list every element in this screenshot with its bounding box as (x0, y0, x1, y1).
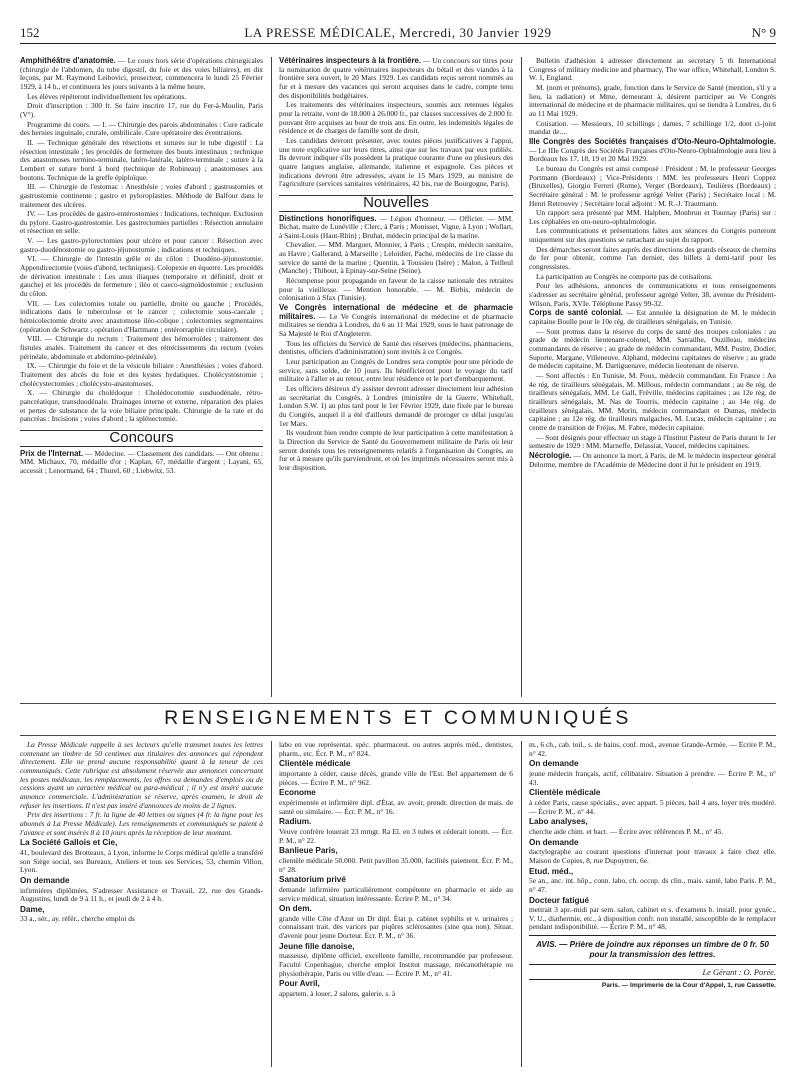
column-rule (521, 57, 522, 697)
ad-heading: Banlieue Paris, (279, 846, 338, 856)
ad-text: importante à céder, cause décès, grande ville de l'Est. Bel appartement de 6 pièces. — Écrire P. M., n° 962. (279, 768, 513, 787)
text: — Médecine. — Classement des candidats. — Ont obtenu : MM. Michaux, 70, médaille d'or ; Kaplan, 67, médaille d'argent ; Layani, 65, accessit ; Lenormand, 64 ; Thurel, 60 ; Liebwitz, 53. (20, 448, 263, 475)
ad-item (279, 943, 513, 979)
ad-item (20, 906, 263, 924)
paragraph: Bulletin d'adhésion à adresser directement au secretary 5 th International Congress of military medicine and pharmacy, The war office, Whitehall, London S. W. 1, England. (529, 57, 776, 83)
page-number: 152 (20, 25, 40, 40)
column-rule (521, 741, 522, 1067)
ad-heading: Etud. méd., (529, 866, 574, 876)
journal-title: LA PRESSE MÉDICALE, Mercredi, 30 Janvier 1929 (244, 25, 552, 40)
ads-column-3 (529, 741, 776, 1067)
ad-heading: Pour Avril, (279, 979, 320, 989)
paragraph: Les communications et présentations faites aux séances du Congrès porteront uniquement sur des questions se rattachant au sujet du rapport. (529, 226, 776, 245)
ad-heading: On demande (20, 875, 70, 885)
ad-heading: La Société Gallois et Cie, (20, 838, 118, 848)
ad-item (529, 839, 776, 866)
paragraph: Cotisation. — Messieurs, 10 schillings ; dames, 7 schillinge 1/2, dont ci-joint mandat de.... (529, 118, 776, 137)
ads-prices: Prix des insertions : 7 fr. la ligne de 40 lettres ou signes (4 fr. la ligne pour les abonnés à La Presse Médicale). Les renseignements et communiqués se paient à l'avance et sont insérés 8 à 10 jours après la réception de leur montant. (20, 810, 263, 837)
text: — Un concours sur titres pour la nomination de quatre vétérinaires inspecteurs du bétail et des viandes à la frontière sera ouvert, le 20 Mars 1929. Les candidats reçus seront nommés au fur et à mesure des vacances qui seront acquises dans le cadre, compte tenu des disponibilités budgétaires. (279, 57, 513, 100)
column-3 (529, 57, 776, 697)
ad-heading: On demande (529, 837, 579, 847)
banner-renseignements: RENSEIGNEMENTS ET COMMUNIQUÉS (164, 707, 632, 729)
paragraph: Droit d'inscription : 300 fr. Se faire inscrire 17, rue du Fer-à-Moulin, Paris (V°). (20, 101, 263, 119)
heading-oto-neuro: IIIe Congrès des Sociétés françaises d'Oto-Neuro-Ophtalmologie. (529, 136, 776, 146)
ad-heading: On demande (529, 759, 579, 769)
paragraph: Pour les adhésions, annonces de communications et tous renseignements s'adresser au secrétaire général, professeur agrégé Velter, 38, avenue du Président-Wilson, Paris, XVIe. Téléphone Passy 99-32. (529, 281, 776, 308)
column-rule (271, 57, 272, 697)
paragraph: III. — Chirurgie de l'estomac : Anesthésie ; voies d'abord ; gastrostomies et gastrostomie continente ; gastro et pyloroplasties. Méthode de Balfour dans le traitement des ulcères. (20, 182, 263, 209)
page-header (20, 22, 776, 44)
issue-number: N° 9 (751, 25, 776, 40)
paragraph: Programme du cours. — I. — Chirurgie des parois abdominales : Cure radicale des hernies inguinale, crurale, ombilicale. Cure opératoire des éventrations. (20, 119, 263, 138)
ads-column-1 (20, 741, 263, 1067)
paragraph: V. — Les gastro-pylorectomies pour ulcère et pour cancer : Résection avec gastro-duodénostomie ou gastro-jéjunostomie ; indications et techniques. (20, 236, 263, 254)
ad-text: cherche aide chim. et bact. — Écrire avec références P. M., n° 45. (529, 826, 724, 836)
column-1 (20, 57, 263, 697)
paragraph: Les élèves répéteront individuellement les opérations. (27, 91, 187, 101)
text: — Légion d'honneur. — Officier. — MM. Bichat, maire de Lunéville ; Clerc, à Paris ; Monisset, Vigne, à Lyon ; Wollart, à Saint-Louis (Haut-Rhin) ; Bruhat, médecin principal de la marine. (279, 213, 513, 240)
article-distinctions (279, 215, 513, 241)
paragraph: X. — Chirurgie du cholédoque : Cholédocotomie susduodénale, rétro-pancréatique, transduodénale. Drainages interne et externe, réparation des plaies et pertes de substance de la voie biliaire principale. Chirurgie de la rate et du pancréas : Incisions ; voies d'abord ; la splénectomie. (20, 388, 263, 424)
paragraph: VII. — Les colectomies totale ou partielle, droite ou gauche ; Procédés, indications dans le tuberculose et le cancer ; colectomie sous-caecale ; hémicolectomie droite avec anastomose iléo-colique ; colectomies segmentaires (opération de Schwartz ; opération d'Hartmann ; entérorraphie circulaire). (20, 298, 263, 334)
text: — Le cours hors série d'opérations chirurgicales (chirurgie de l'abdomen, du tube digestif, du foie et des voies biliaires), en dix leçons, par M. Raymond Leibovici, prosecteur, commencera le lundi 25 Février 1929, à 14 h., et continuera les jours suivants à la même heure. (20, 57, 263, 91)
ad-text: jeune médecin français, actif, célibataire. Situation à prendre. — Écrire P. M., n° 43. (529, 768, 776, 787)
ad-item (20, 839, 263, 875)
paragraph: — Sont affectés : En Tunisie, M. Poux, médecin commandant. En France : Au 4e rég. de tirailleurs sénégalais, M. Millous, médecin commandant ; au 8e rég. de tirailleurs sénégalais, MM. Le Gall, Fréville, médecins capitaines ; au 12e rég. de tirailleurs sénégalais, M. Nas de Tourris, médecin capitaine ; au 14e rég. de tirailleurs sénégalais, MM. Morin, médecin commandant et Dumas, médecin capitaine ; au 12e rég. de tirailleurs malgaches, M. Lucas, médecin capitaine ; au centre de transition de Fréjus, M. Fabre, médecin capitaine. (529, 370, 776, 432)
heading-anatomie: Amphithéâtre d'anatomie. (20, 57, 116, 65)
gerant-signature: Le Gérant : O. Porée. (702, 968, 776, 978)
ad-text: 33 a., sér., ay. référ., cherche emploi ds (20, 914, 135, 924)
ad-heading: Econome (279, 788, 316, 798)
section-divider (20, 703, 776, 704)
paragraph: Récompense pour propagande en faveur de la caisse nationale des retraites pour la vieillesse. — Mention honorable. — M. Birbis, médecin de colonisation à Sfax (Tunisie). (279, 276, 513, 303)
ad-text: expérimentée et infirmière dipl. d'État, av. avoir, prendr. direction de mais. de santé ou similaire. — Écr. P. M., n° 16. (279, 797, 513, 816)
ad-heading: Sanatorium privé (279, 875, 346, 885)
paragraph: Le bureau du Congrès est ainsi composé : Président : M. le professeur Georges Portmann (Bordeaux) ; Vice-Présidents : MM. les professeurs Henri Coppez (Bruxelles), Giorgio Ferreri (Rome), Verger (Bordeaux), Teulières (Bordeaux) ; Secrétaire général : M. le professeur agrégé Velter (Paris) ; Secrétaire local : M. Henri Retrouvey ; Secrétaire local adjoint : M. R.-J. Trautmann. (529, 163, 776, 208)
paragraph: Chevalier. — MM. Marguet, Monnier, à Paris ; Crespin, médecin sanitaire, au Havre ; Gallerand, à Marseille ; Leloidier, Pache, médecins de 1re classe du service de santé de la marine ; Quentin, à Toussieu (Isère) ; Malon, à Teilleul (Manche) ; Thibout, à Epinay-sur-Seine (Seine). (279, 240, 513, 276)
ad-heading: Dame, (20, 904, 45, 914)
heading-distinctions: Distinctions honorifiques. (279, 213, 377, 223)
ad-item (279, 760, 513, 787)
ad-item (279, 847, 513, 874)
heading-corps-sante: Corps de santé colonial. (529, 308, 623, 318)
ad-text: 5e an., anc. int. hôp., conn. labo, ch. occup. ds clin., mais. santé, labo Paris. P. M., n° 47. (529, 876, 776, 894)
article-oto-neuro (529, 138, 776, 164)
ad-text: demande infirmière particulièrement compétente en pharmacie et aide au service médical, situation intéressante. Écrire P. M., n° 34. (279, 884, 513, 903)
ad-item (529, 789, 776, 816)
ad-item (529, 868, 776, 895)
text: — Le IIIe Congrès des Sociétés Françaises d'Oto-Neuro-Ophtalmologie aura lieu à Bordeaux les 17, 18, 19 et 20 Mai 1929. (529, 145, 776, 164)
article-necrologie (529, 452, 776, 469)
text: — Est annulée la désignation de M. le médecin capitaine Boulle pour le 10e rég. de tirailleurs sénégalais, en Tunisie. (529, 308, 776, 327)
paragraph: IX. — Chirurgie du foie et de la vésicule biliaire : Anesthésies ; voies d'abord. Traitement des abcès du foie et des kystes hydatiques. Cholécystostomie ; cholécystectomies ; cholécysto-anastomoses. (20, 361, 263, 388)
ad-heading: Clientèle médicale (529, 788, 601, 798)
article-congres-militaire (279, 304, 513, 339)
column-rule (271, 741, 272, 1067)
ad-heading: Jeune fille danoise, (279, 941, 355, 951)
ad-text: labo en vue représentat. spéc. pharmaceut. ou autres auprès méd., dentistes, pharm., etc. Écr. P. M., n° 824. (279, 741, 513, 758)
heading-veterinaires: Vétérinaires inspecteurs à la frontière. (279, 57, 421, 65)
ad-text: masseuse, diplôme officiel, excellente famille, recommandée par professeur. Faculté Copenhague, cherche emploi Institut massage, mécanothérapie ou physiothérapie, Paris ou ville d'eau. — Écrire P. M., n° 41. (279, 951, 513, 978)
ad-text: mettrait 3 apr.-midi par sem. salon, cabinet et s. d'examens b. install. pour gynéc., V. U., diathermie, etc., à disposition confr. non installé, susceptible de le remplacer pendant indisponibilité. — Écrire P. M., n° 48. (529, 905, 776, 932)
column-2 (279, 57, 513, 697)
article-veterinaires (279, 57, 513, 100)
article-corps-sante (529, 309, 776, 326)
ad-heading: On dem. (279, 904, 312, 914)
text: — Le Ve Congrès international de médecine et de pharmacie militaires se tiendra à Londres, du 6 au 11 Mai 1929, sous le haut patronage de Sa Majesté le Roi d'Angleterre. (279, 311, 513, 339)
paragraph: La participation au Congrès ne comporte pas de cotisations. (536, 271, 713, 281)
section-heading-concours: Concours (20, 430, 263, 447)
ad-text: appartem. à louer, 2 salons, galerie, s. à (279, 989, 396, 999)
paragraph: Un rapport sera présenté par MM. Halphen, Monbrun et Tournay (Paris) sur : Les céphalées en oto-neuro-ophtalmologie. (529, 208, 776, 226)
paragraph: VI. — Chirurgie de l'intestin grêle et du côlon : Duodéno-jéjunostomie. Appendicectomie (voies d'abord, techniques). Colopexie en équerre. Les procédés de dérivation intestinale : Les anus iliaques (temporaire et définitif, droit et gauche) et les procédés de fermeture ; iléo et caeco-sigmoïdostomie ; exclusion du côlon. (20, 254, 263, 299)
ad-text: dactylographe au courant questions d'internat pour travaux à faire chez elle. Maison de Copies, 8, rue Dupuytren, 6e. (529, 847, 776, 865)
ad-item (279, 905, 513, 941)
text: — On annonce la mort, à Paris, de M. le médecin inspecteur général Delorme, membre de l'Académie de Médecine dont il fut le président en 1919. (529, 450, 776, 469)
section-divider (20, 735, 776, 736)
heading-congres-militaire: Ve Congrès international de médecine et de pharmacie militaires. (279, 303, 513, 321)
ad-text: à céder Paris, cause spécialis., avec appart. 5 pièces, bail 4 ans, loyer très modéré. — Écrire P. M., n° 44. (529, 797, 776, 816)
paragraph: IV. — Les procédés de gastro-entérostomies : Indications, technique. Exclusion du pylore. Gastro-gastrostomie. Les gastrectomies partielles : Résection annulaire et résection en selle. (20, 209, 263, 236)
ad-heading: Docteur fatigué (529, 895, 590, 905)
ad-item (279, 789, 513, 816)
ad-item (529, 818, 776, 836)
ad-text: infirmières diplômées. S'adresser Assistance et Travail, 22, rue des Grands-Augustins, lundi de 9 à 11 h., et jeudi de 2 à 4 h. (20, 885, 263, 904)
paragraph: II. — Technique générale des résections et sutures sur le tube digestif : La résection intestinale ; les procédés de fermeture des bouts intestinaux ; technique des anastomoses termino-terminale, latéro-latérale, latéro-terminale ; suture à la Lembert et suture bord à bord (technique de Robineau) ; anastomoses aux boutons. Technique de la greffe épiploïque. (20, 137, 263, 182)
article-prix-internat (20, 450, 263, 476)
section-heading-nouvelles: Nouvelles (279, 195, 513, 212)
ad-item (279, 980, 513, 998)
paragraph: — Sont promus dans la réserve du corps de santé des troupes coloniales : au grade de médecin lieutenant-colonel, MM. Sarrailhe, Ouzilleau, médecins commandants de réserve ; au grade de médecin commandant, MM. Postre, Dodier, Suporte, Margane, Villeneuve, Alphand, médecins capitaines de réserve ; au grade de médecin capitaine, M. Dartiguenave, médecin lieutenant de réserve. (529, 326, 776, 371)
paragraph: Des démarches seront faites auprès des directions des grands réseaux de chemins de fer pour obtenir, comme l'an dernier, des billets à demi-tarif pour les congressistes. (529, 244, 776, 272)
paragraph: Les candidats devront présenter, avec toutes pièces justificatives à l'appui, une note explicative sur leurs titres, ainsi que sur les travaux par eux publiés. Ils devront indiquer s'ils possèdent la pratique courante d'une ou plusieurs des quatre langues anglaise, allemande, italienne et espagnole. Ces pièces et indications devront être adressées, avant le 15 Mars 1929, au ministre de l'agriculture (services sanitaires vétérinaires, 42 bis, rue de Bourgogne, Paris). (279, 135, 513, 189)
paragraph: Tous les officiers du Service de Santé des réserves (médecins, pharmaciens, dentistes, officiers d'administration) sont invités à ce Congrès. (279, 338, 513, 357)
ad-heading: Labo analyses, (529, 817, 588, 827)
ad-item (529, 760, 776, 787)
ads-column-2 (279, 741, 513, 1067)
paragraph: Les officiers désireux d'y assister devront adresser directement leur adhésion au secrétariat du Congrès, à Londres (ministère de la Guerre, Whitehall, London S.W. 1) au plus tard pour le 1er Février 1929, date fixée par le bureau du Congrès, auquel il a été d'ailleurs demandé de proroger ce délai jusqu'au 1er Mars. (279, 383, 513, 428)
paragraph: — Sont désignés pour effectuer un stage à l'Institut Pasteur de Paris durant le 1er semestre de 1929 : MM. Marneffe, Delassiat, Vaucel, médecins capitaines. (529, 432, 776, 451)
paragraph: Les traitements des vétérinaires inspecteurs, soumis aux retenues légales pour la retraite, vont de 18.000 à 26.000 fr., par classes successives de 2.000 fr. pouvant être acquises au bout de trois ans. En outre, les indemnités légales de résidence et de charges de famille sont de droit. (279, 100, 513, 136)
paragraph: VIII. — Chirurgie du rectum : Traitement des hémorroïdes ; traitement des fistules anales. Traitement du cancer et des rétrécissements du rectum (voies périnéale, abdominale et abdomino-périnéale). (20, 334, 263, 361)
ad-heading: Radium. (279, 817, 312, 827)
ad-item (279, 818, 513, 845)
heading-prix-internat: Prix de l'Internat. (20, 448, 84, 458)
heading-necrologie: Nécrologie. (529, 450, 572, 460)
ad-item (279, 876, 513, 903)
paragraph: Leur participation au Congrès de Londres sera comptée pour une période de service, sans solde, de 10 jours. Ils bénéficieront pour le voyage du tarif militaire à l'aller et au retour, entre leur résidence et le port d'embarquement. (279, 357, 513, 384)
printer-imprint: Paris. — Imprimerie de la Cour d'Appel, 1, rue Cassette. (529, 979, 776, 991)
ad-text: clientèle médicale 50.000. Petit pavillon 35.000, facilités paiement. Écr. P. M., n° 28. (279, 855, 513, 874)
ad-item (529, 897, 776, 933)
ad-text: Veuve confrère louerait 23 mmgr. Ra El. en 3 tubes et céderait ionom. — Écr. P. M., n° 22. (279, 826, 513, 845)
paragraph: Ils voudront bien rendre compte de leur participation à cette manifestation à la Direction du Service de Santé du Gouvernement militaire de Paris où leur seront donnés tous les renseignements relatifs à l'organisation du Congrès, au fur et à mesure qu'ils parviendront, et où les imprimés nécessaires seront mis à leur disposition. (279, 428, 513, 472)
ads-intro: La Presse Médicale rappelle à ses lecteurs qu'elle transmet toutes les lettres contenant un timbre de 50 centimes aux titulaires des annonces qui répondent directement. Elle ne prend aucune responsabilité quant à la teneur de ces communiqués. Cette rubrique est absolument réservée aux annonces concernant les postes médicaux, les remplacements, les offres ou demandes d'emplois ou de cessions ayant un caractère médical ou para-médical ; il n'y est inséré aucune annonce commerciale. L'administration se réserve, après examen, le droit de refuser les insertions. Il n'est pas inséré d'annonces de moins de 2 lignes. (20, 741, 263, 810)
ad-text: grande ville Côte d'Azur un Dr dipl. État p. cabinet syphilis et v. urinaires ; connaissant trait. des varices par piqûres sclérosantes (sine qua non). Situat. d'avenir pour jeune Docteur. Écr. P. M., n° 36. (279, 913, 513, 941)
notice-box: AVIS. — Prière de joindre aux réponses un timbre de 0 fr. 50 pour la transmission des lettres. (529, 935, 776, 965)
ad-text: m., 6 ch., cab. toil., s. de bains, conf. mod., avenue Grande-Armée. — Écrire P. M., n° 42. (529, 741, 776, 758)
article-anatomie (20, 57, 263, 92)
paragraph: M. (nom et prénoms), grade, fonction dans le Service de Santé (mention, s'il y a lieu, la radiation) et Mme, demeurant à, désirent participer au Ve Congrès international de médecine et de pharmacie militaires, qui se tiendra à Londres, du 6 au 11 Mai 1929. (529, 82, 776, 118)
ad-heading: Clientèle médicale (279, 759, 351, 769)
ad-text: 41, boulevard des Brotteaux, à Lyon, informe le Corps médical qu'elle a transféré son Siège social, ses Bureaux, Ateliers et tous ses Services, 53, chemin Villon, Lyon. (20, 847, 263, 875)
ad-item (20, 877, 263, 904)
